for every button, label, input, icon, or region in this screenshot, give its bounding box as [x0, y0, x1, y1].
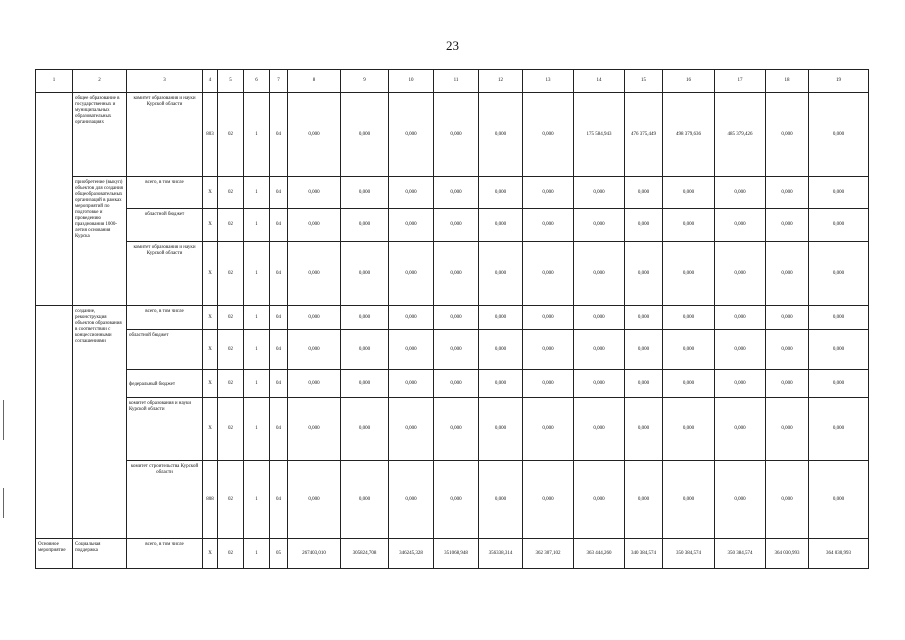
rz-cell: 02 — [218, 539, 244, 569]
value-cell: 476 375,449 — [625, 93, 663, 177]
value-cell: 0,000 — [809, 461, 869, 539]
executor-cell: всего, в том числе — [127, 177, 203, 209]
value-cell: 0,000 — [574, 242, 625, 306]
value-cell: 0,000 — [715, 398, 766, 461]
header-row — [36, 70, 869, 93]
value-cell: 0,000 — [574, 306, 625, 330]
grbs-cell: Х — [203, 330, 218, 370]
value-cell: 0,000 — [715, 461, 766, 539]
value-cell: 267403,010 — [288, 539, 341, 569]
executor-cell: областной бюджет — [127, 330, 203, 370]
table-row — [36, 177, 869, 209]
value-cell: 0,000 — [288, 242, 341, 306]
table-row — [36, 93, 869, 177]
value-cell: 362 307,102 — [523, 539, 574, 569]
value-cell: 0,000 — [341, 330, 389, 370]
rz-cell: 02 — [218, 242, 244, 306]
value-cell: 0,000 — [574, 370, 625, 398]
rz-cell: 02 — [218, 209, 244, 242]
rz-cell: 02 — [218, 398, 244, 461]
value-cell: 351068,948 — [434, 539, 479, 569]
value-cell: 0,000 — [663, 461, 715, 539]
activity-name: общее образование в государственных и муниципальных образовательных организациях — [73, 93, 127, 177]
executor-cell: комитет образования и науки Курской области — [127, 93, 203, 177]
value-cell: 0,000 — [663, 398, 715, 461]
value-cell: 0,000 — [434, 177, 479, 209]
grbs-cell: Х — [203, 539, 218, 569]
grbs-cell: Х — [203, 242, 218, 306]
pr-cell: 1 — [244, 306, 270, 330]
value-cell: 0,000 — [715, 306, 766, 330]
csr-cell: 04 — [270, 330, 288, 370]
col-header: 13 — [523, 70, 574, 93]
value-cell: 0,000 — [523, 177, 574, 209]
col-header: 6 — [244, 70, 270, 93]
csr-cell: 04 — [270, 398, 288, 461]
value-cell: 0,000 — [479, 370, 523, 398]
value-cell: 0,000 — [625, 306, 663, 330]
value-cell: 0,000 — [341, 370, 389, 398]
col-header: 8 — [288, 70, 341, 93]
value-cell: 0,000 — [766, 209, 809, 242]
value-cell: 0,000 — [663, 242, 715, 306]
value-cell: 0,000 — [809, 306, 869, 330]
value-cell: 0,000 — [434, 209, 479, 242]
value-cell: 0,000 — [288, 93, 341, 177]
executor-cell: комитет образования и науки Курской области — [127, 398, 203, 461]
value-cell: 0,000 — [288, 398, 341, 461]
page-number: 23 — [446, 38, 459, 53]
value-cell: 0,000 — [625, 330, 663, 370]
value-cell: 0,000 — [389, 370, 434, 398]
value-cell: 0,000 — [479, 330, 523, 370]
value-cell: 0,000 — [574, 209, 625, 242]
value-cell: 0,000 — [523, 398, 574, 461]
value-cell: 0,000 — [715, 242, 766, 306]
value-cell: 0,000 — [389, 242, 434, 306]
pr-cell: 1 — [244, 330, 270, 370]
value-cell: 0,000 — [434, 242, 479, 306]
col-header: 18 — [766, 70, 809, 93]
col-header: 10 — [389, 70, 434, 93]
col-header: 5 — [218, 70, 244, 93]
value-cell: 0,000 — [479, 177, 523, 209]
value-cell: 0,000 — [625, 177, 663, 209]
value-cell: 0,000 — [389, 398, 434, 461]
col-header: 4 — [203, 70, 218, 93]
col-header: 19 — [809, 70, 869, 93]
value-cell: 0,000 — [288, 330, 341, 370]
value-cell: 0,000 — [523, 461, 574, 539]
value-cell: 0,000 — [288, 306, 341, 330]
table-row — [36, 370, 869, 398]
value-cell: 0,000 — [389, 177, 434, 209]
value-cell: 0,000 — [434, 330, 479, 370]
csr-cell: 04 — [270, 209, 288, 242]
table-row — [36, 306, 869, 330]
value-cell: 0,000 — [479, 93, 523, 177]
value-cell: 0,000 — [715, 370, 766, 398]
value-cell: 0,000 — [715, 177, 766, 209]
value-cell: 0,000 — [434, 398, 479, 461]
value-cell: 0,000 — [766, 461, 809, 539]
csr-cell: 04 — [270, 177, 288, 209]
activity-name: приобретение (выкуп) объектов для создания общеобразовательных организаций в рамках мероприятий по подготовке и проведению празднования 1000-летия основания Курска — [73, 177, 127, 306]
value-cell: 364 030,993 — [766, 539, 809, 569]
value-cell: 0,000 — [766, 93, 809, 177]
pr-cell: 1 — [244, 539, 270, 569]
csr-cell: 04 — [270, 93, 288, 177]
value-cell: 0,000 — [341, 209, 389, 242]
col-header: 15 — [625, 70, 663, 93]
value-cell: 363 444,260 — [574, 539, 625, 569]
value-cell: 498 379,636 — [663, 93, 715, 177]
value-cell: 0,000 — [625, 242, 663, 306]
value-cell: 0,000 — [523, 242, 574, 306]
pr-cell: 1 — [244, 177, 270, 209]
value-cell: 0,000 — [663, 306, 715, 330]
value-cell: 0,000 — [479, 398, 523, 461]
col-header: 9 — [341, 70, 389, 93]
grbs-cell: Х — [203, 398, 218, 461]
value-cell: 0,000 — [523, 93, 574, 177]
value-cell: 0,000 — [625, 209, 663, 242]
rz-cell: 02 — [218, 177, 244, 209]
col-header: 12 — [479, 70, 523, 93]
executor-cell: комитет строительства Курской области — [127, 461, 203, 539]
col-header: 3 — [127, 70, 203, 93]
value-cell: 0,000 — [809, 93, 869, 177]
grbs-cell: Х — [203, 370, 218, 398]
value-cell: 0,000 — [574, 461, 625, 539]
executor-cell: всего, в том числе — [127, 306, 203, 330]
value-cell: 0,000 — [625, 370, 663, 398]
value-cell: 350 384,574 — [663, 539, 715, 569]
value-cell: 0,000 — [434, 461, 479, 539]
value-cell: 0,000 — [766, 330, 809, 370]
col-header: 1 — [36, 70, 73, 93]
value-cell: 0,000 — [288, 461, 341, 539]
value-cell: 0,000 — [288, 370, 341, 398]
value-cell: 0,000 — [288, 209, 341, 242]
value-cell: 0,000 — [663, 209, 715, 242]
value-cell: 0,000 — [434, 306, 479, 330]
value-cell: 0,000 — [663, 370, 715, 398]
csr-cell: 04 — [270, 306, 288, 330]
rz-cell: 02 — [218, 330, 244, 370]
value-cell: 0,000 — [479, 242, 523, 306]
value-cell: 0,000 — [523, 306, 574, 330]
value-cell: 350 384,574 — [715, 539, 766, 569]
value-cell: 0,000 — [766, 177, 809, 209]
value-cell: 0,000 — [341, 177, 389, 209]
value-cell: 305824,708 — [341, 539, 389, 569]
value-cell: 0,000 — [663, 177, 715, 209]
rz-cell: 02 — [218, 370, 244, 398]
value-cell: 0,000 — [523, 330, 574, 370]
grbs-cell: Х — [203, 306, 218, 330]
activity-name: Социальная поддержка — [73, 539, 127, 569]
value-cell: 0,000 — [809, 177, 869, 209]
rz-cell: 02 — [218, 306, 244, 330]
value-cell: 0,000 — [341, 93, 389, 177]
pr-cell: 1 — [244, 398, 270, 461]
budget-table — [35, 69, 869, 569]
value-cell: 0,000 — [288, 177, 341, 209]
value-cell: 0,000 — [809, 242, 869, 306]
rz-cell: 02 — [218, 461, 244, 539]
value-cell: 0,000 — [809, 330, 869, 370]
value-cell: 0,000 — [663, 330, 715, 370]
value-cell: 0,000 — [574, 398, 625, 461]
csr-cell: 04 — [270, 461, 288, 539]
group-cell — [36, 306, 73, 539]
value-cell: 0,000 — [479, 461, 523, 539]
col-header: 11 — [434, 70, 479, 93]
csr-cell: 05 — [270, 539, 288, 569]
col-header: 7 — [270, 70, 288, 93]
col-header: 2 — [73, 70, 127, 93]
value-cell: 0,000 — [479, 306, 523, 330]
value-cell: 0,000 — [434, 370, 479, 398]
value-cell: 0,000 — [766, 370, 809, 398]
value-cell: 0,000 — [766, 242, 809, 306]
table-row — [36, 398, 869, 461]
table-row — [36, 242, 869, 306]
value-cell: 0,000 — [766, 398, 809, 461]
grbs-cell: 803 — [203, 93, 218, 177]
pr-cell: 1 — [244, 461, 270, 539]
grbs-cell: Х — [203, 209, 218, 242]
value-cell: 340 384,574 — [625, 539, 663, 569]
col-header: 16 — [663, 70, 715, 93]
scan-margin-mark — [3, 400, 4, 440]
csr-cell: 04 — [270, 242, 288, 306]
value-cell: 0,000 — [341, 306, 389, 330]
value-cell: 0,000 — [341, 461, 389, 539]
csr-cell: 04 — [270, 370, 288, 398]
value-cell: 0,000 — [434, 93, 479, 177]
value-cell: 0,000 — [809, 209, 869, 242]
value-cell: 0,000 — [625, 398, 663, 461]
pr-cell: 1 — [244, 209, 270, 242]
value-cell: 0,000 — [389, 209, 434, 242]
value-cell: 0,000 — [766, 306, 809, 330]
value-cell: 0,000 — [389, 93, 434, 177]
value-cell: 0,000 — [625, 461, 663, 539]
grbs-cell: Х — [203, 177, 218, 209]
executor-cell: федеральный бюджет — [127, 370, 203, 398]
group-cell — [36, 93, 73, 306]
value-cell: 346245,328 — [389, 539, 434, 569]
rz-cell: 02 — [218, 93, 244, 177]
value-cell: 0,000 — [574, 330, 625, 370]
value-cell: 175 584,943 — [574, 93, 625, 177]
table-row — [36, 209, 869, 242]
value-cell: 0,000 — [809, 370, 869, 398]
executor-cell: всего, в том числе — [127, 539, 203, 569]
pr-cell: 1 — [244, 370, 270, 398]
main-activity-label: Основное мероприятие — [36, 539, 73, 569]
executor-cell: областной бюджет — [127, 209, 203, 242]
value-cell: 0,000 — [479, 209, 523, 242]
value-cell: 485 379,426 — [715, 93, 766, 177]
value-cell: 0,000 — [389, 330, 434, 370]
pr-cell: 1 — [244, 242, 270, 306]
col-header: 17 — [715, 70, 766, 93]
value-cell: 0,000 — [715, 209, 766, 242]
activity-name: создание, реконструкция объектов образования в соответствии с концессионными соглашениями — [73, 306, 127, 539]
table-row — [36, 539, 869, 569]
value-cell: 0,000 — [341, 398, 389, 461]
value-cell: 0,000 — [389, 461, 434, 539]
value-cell: 0,000 — [523, 370, 574, 398]
value-cell: 0,000 — [389, 306, 434, 330]
value-cell: 0,000 — [715, 330, 766, 370]
value-cell: 0,000 — [809, 398, 869, 461]
executor-cell: комитет образования и науки Курской области — [127, 242, 203, 306]
value-cell: 364 030,993 — [809, 539, 869, 569]
table-row — [36, 330, 869, 370]
value-cell: 0,000 — [574, 177, 625, 209]
pr-cell: 1 — [244, 93, 270, 177]
value-cell: 0,000 — [341, 242, 389, 306]
grbs-cell: 808 — [203, 461, 218, 539]
scan-margin-mark — [3, 488, 4, 518]
value-cell: 356338,314 — [479, 539, 523, 569]
value-cell: 0,000 — [523, 209, 574, 242]
col-header: 14 — [574, 70, 625, 93]
table-row — [36, 461, 869, 539]
